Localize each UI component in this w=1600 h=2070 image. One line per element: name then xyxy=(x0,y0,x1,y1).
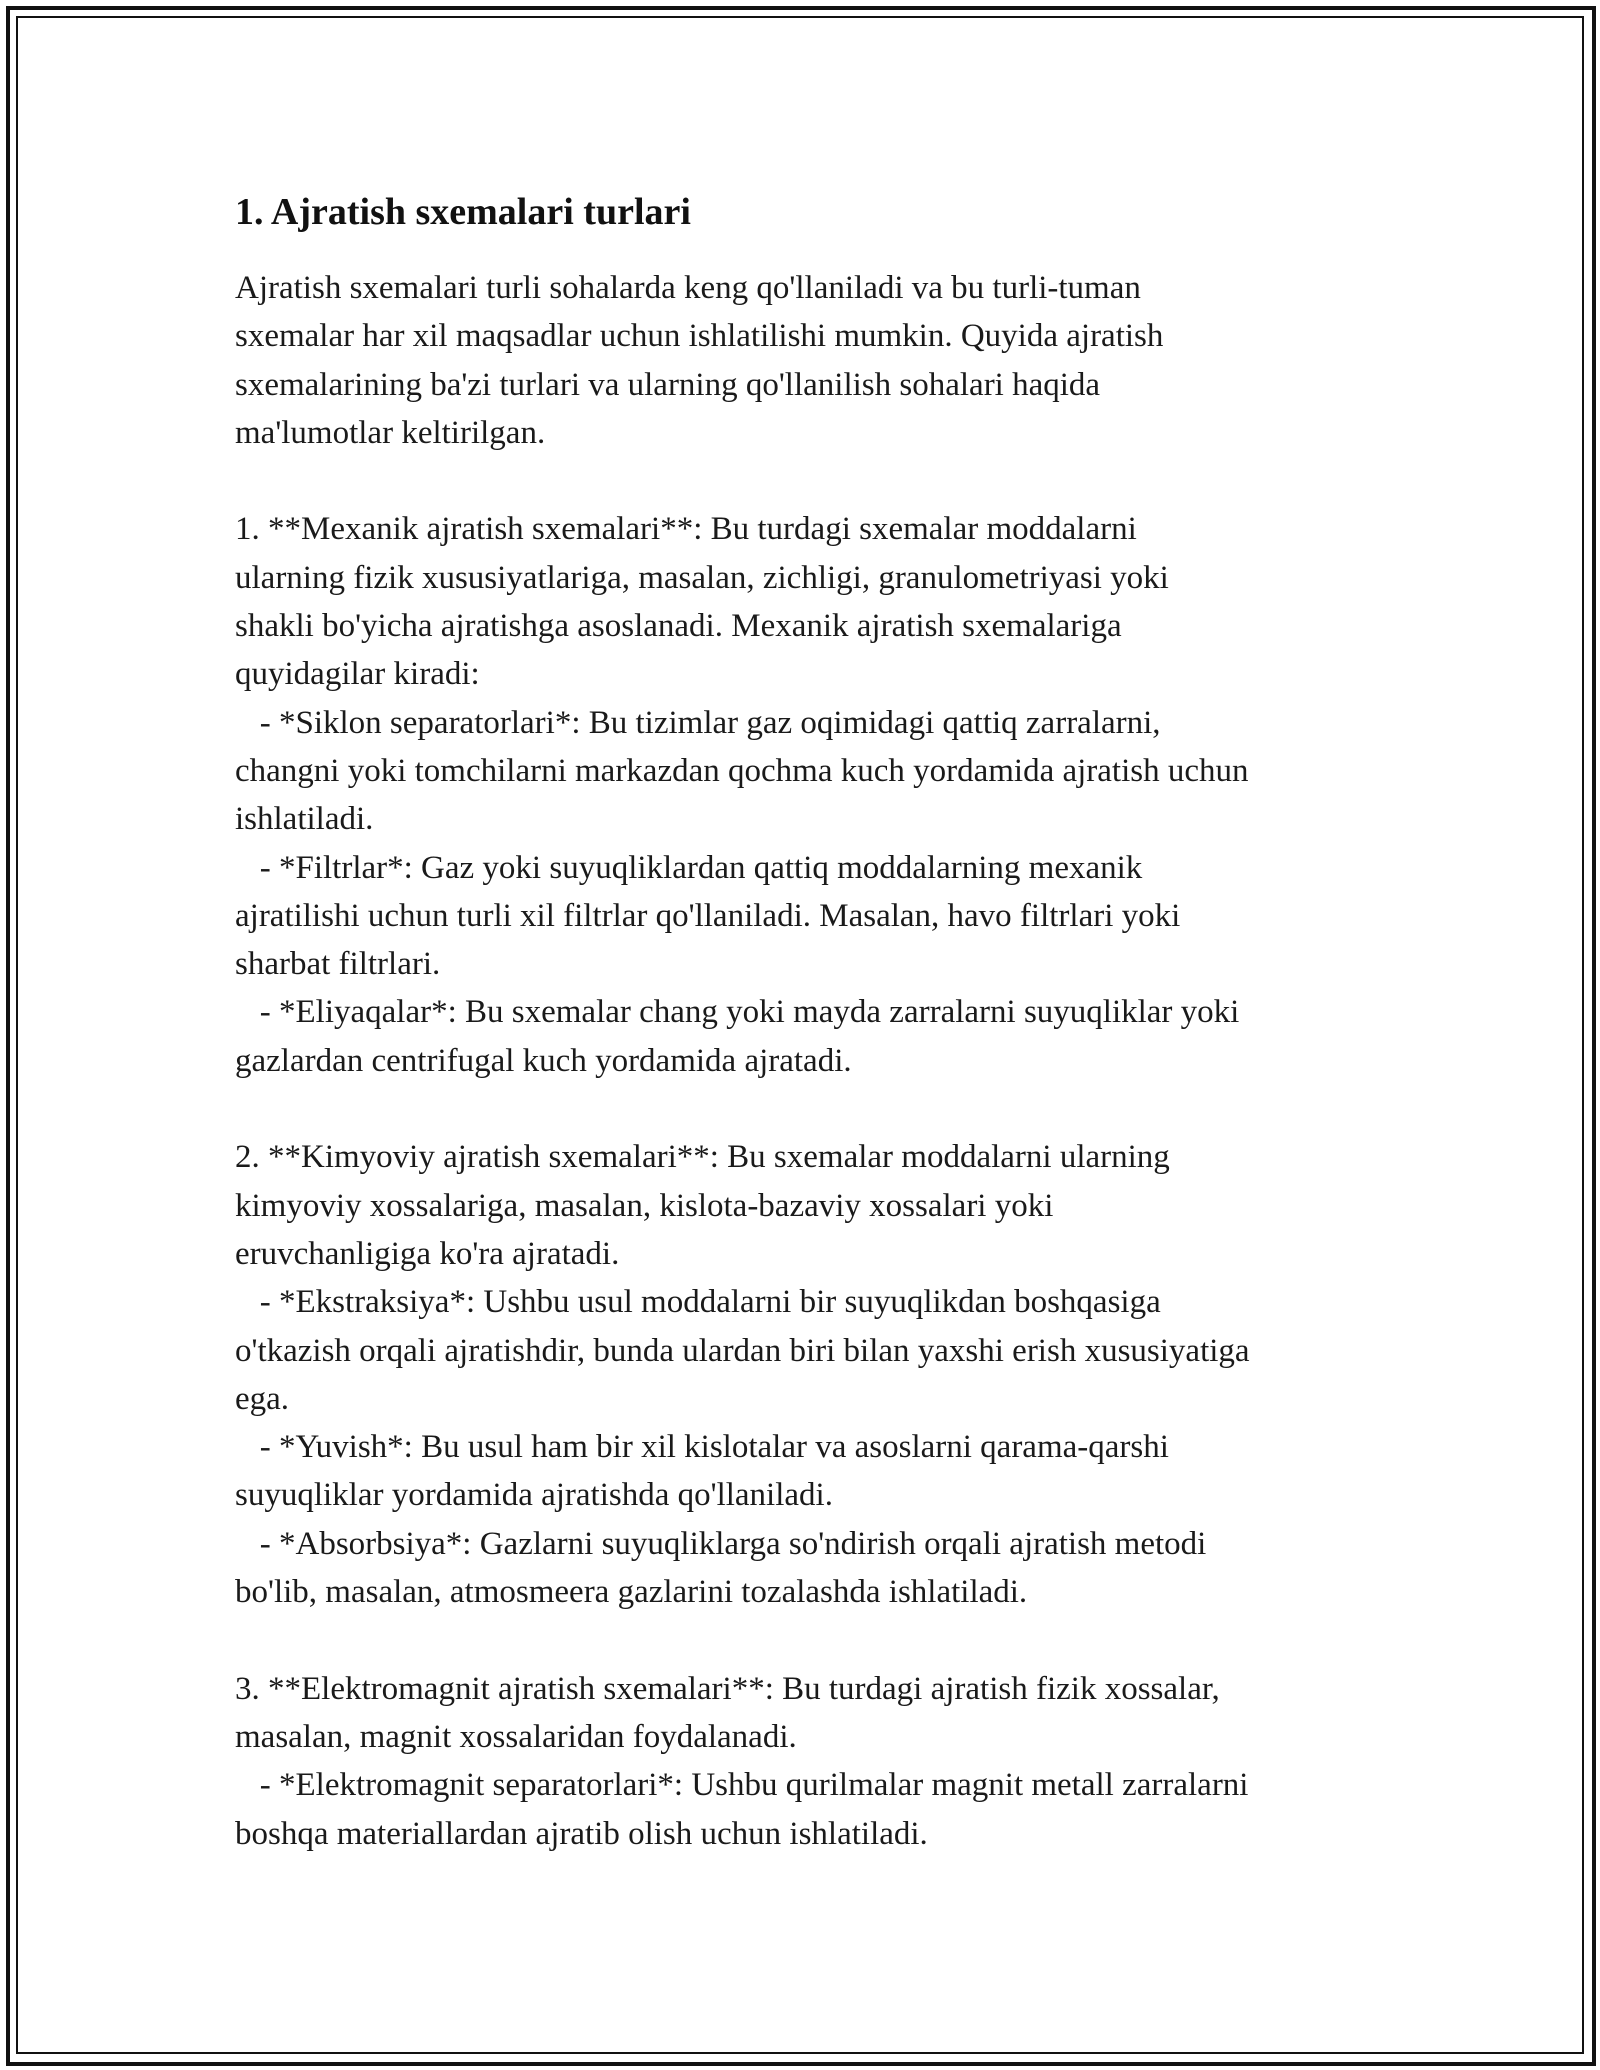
section-heading: 1. Ajratish sxemalari turlari xyxy=(235,191,691,233)
paragraph-gap xyxy=(235,1616,1385,1664)
paragraph-gap xyxy=(235,457,1385,505)
paragraph-gap xyxy=(235,1085,1385,1133)
electromagnetic-section-paragraph: 3. **Elektromagnit ajratish sxemalari**: Bu turdagi ajratish fizik xossalar, masalan, magnit xossalaridan foydalanadi. - *Elektromagnit separatorlari*: Ushbu qurilmalar magnit metall zarralarni boshqa materiallardan ajratib olish uchun ishlatiladi. xyxy=(235,1670,1249,1852)
intro-paragraph: Ajratish sxemalari turli sohalarda keng qo'llaniladi va bu turli-tuman sxemalar har xil maqsadlar uchun ishlatilishi mumkin. Quyida ajratish sxemalarining ba'zi turlari va ularning qo'llanilish sohalari haqida ma'lumotlar keltirilgan. xyxy=(235,270,1164,451)
chemical-section-paragraph: 2. **Kimyoviy ajratish sxemalari**: Bu sxemalar moddalarni ularning kimyoviy xossalariga, masalan, kislota-bazaviy xossalari yoki eruvchanligiga ko'ra ajratadi. - *Ekstraksiya*: Ushbu usul moddalarni bir suyuqlikdan boshqasiga o'tkazish orqali ajratishdir, bunda ulardan biri bilan yaxshi erish xususiyatiga ega. - *Yuvish*: Bu usul ham bir xil kislotalar va asoslarni qarama-qarshi suyuqliklar yordamida ajratishda qo'llaniladi. - *Absorbsiya*: Gazlarni suyuqliklarga so'ndirish orqali ajratish metodi bo'lib, masalan, atmosmeera gazlarini tozalashda ishlatiladi. xyxy=(235,1139,1250,1611)
mechanical-section-paragraph: 1. **Mexanik ajratish sxemalari**: Bu turdagi sxemalar moddalarni ularning fizik xususiyatlariga, masalan, zichligi, granulometriyasi yoki shakli bo'yicha ajratishga asoslanadi. Mexanik ajratish sxemalariga quyidagilar kiradi: - *Siklon separatorlari*: Bu tizimlar gaz oqimidagi qattiq zarralarni, changni yoki tomchilarni markazdan qochma kuch yordamida ajratish uchun ishlatiladi. - *Filtrlar*: Gaz yoki suyuqliklardan qattiq moddalarning mexanik ajratilishi uchun turli xil filtrlar qo'llaniladi. Masalan, havo filtrlari yoki sharbat filtrlari. - *Eliyaqalar*: Bu sxemalar chang yoki mayda zarralarni suyuqliklar yoki gazlardan centrifugal kuch yordamida ajratadi. xyxy=(235,511,1249,1079)
document-body xyxy=(235,188,1385,1858)
